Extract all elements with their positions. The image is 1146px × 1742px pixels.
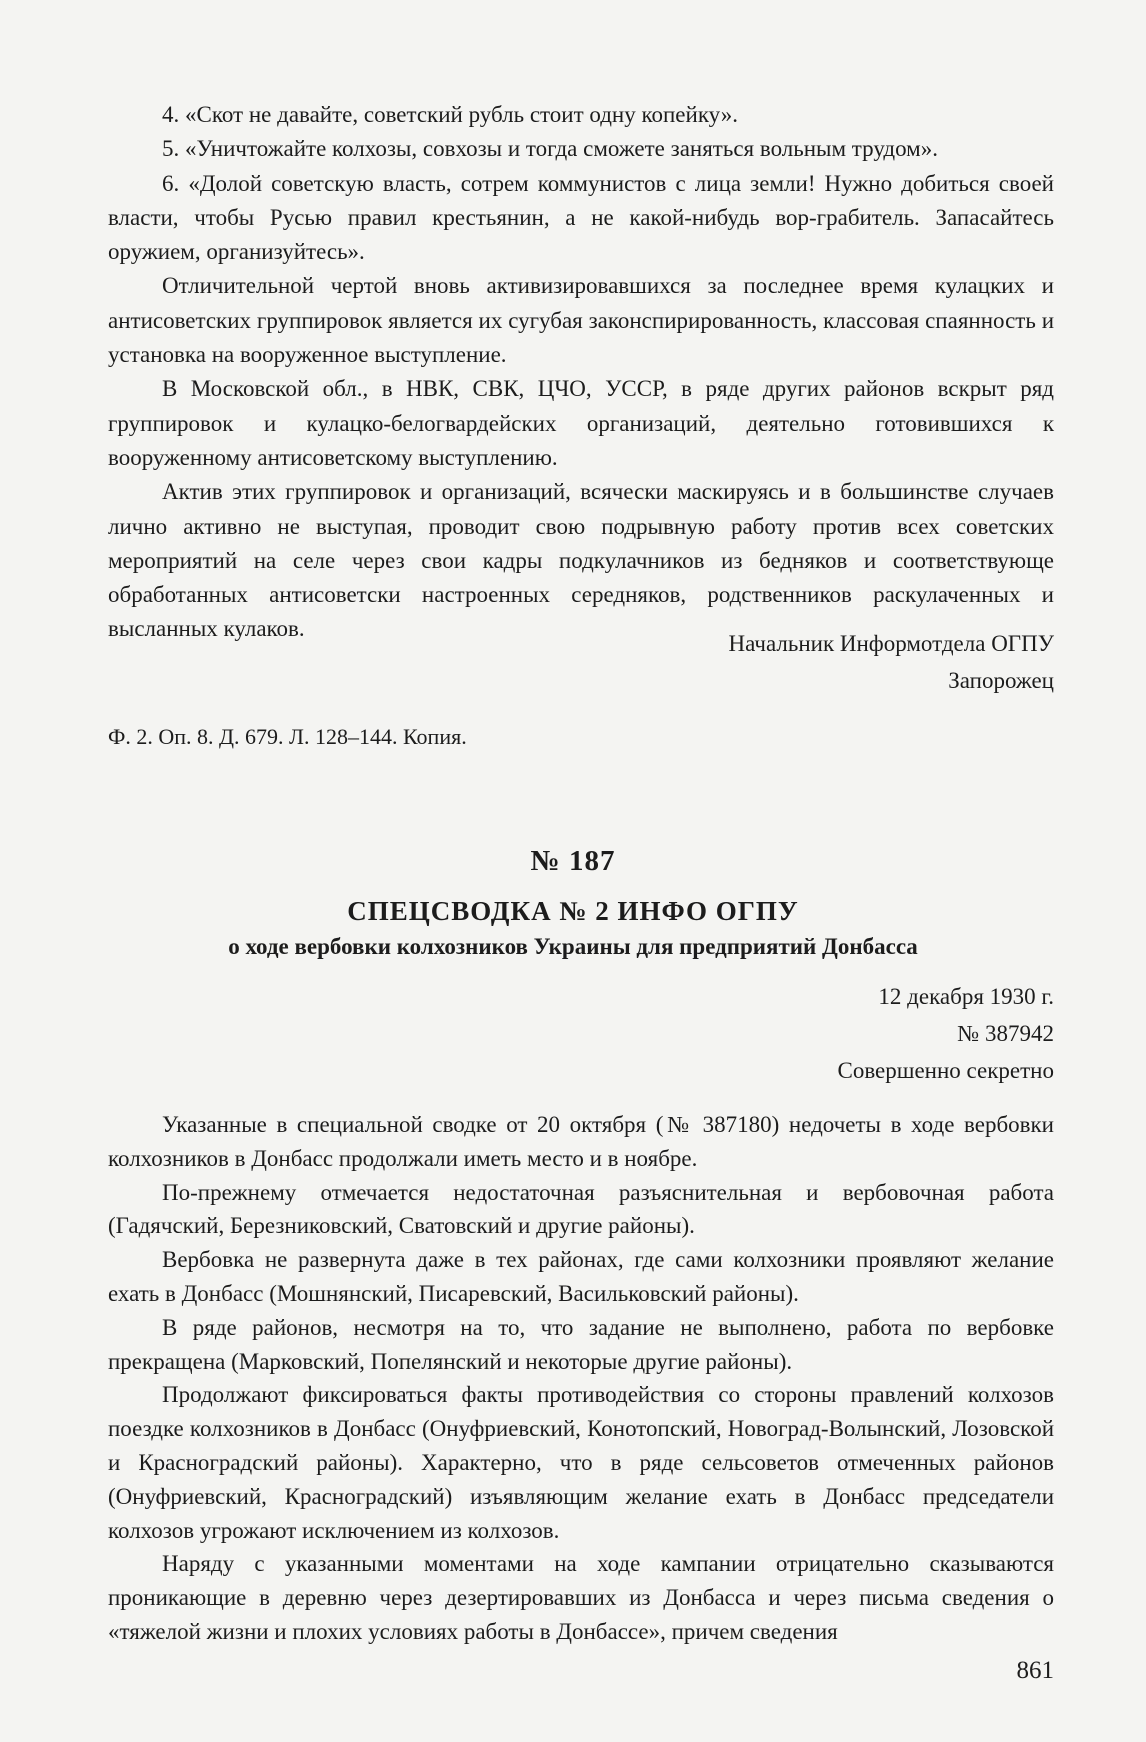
paragraph: В ряде районов, несмотря на то, что задание не выполнено, работа по вербовке прекращена (Марковский, Попелянский и некоторые другие районы).	[108, 1314, 1054, 1374]
document-number: № 187	[530, 845, 616, 877]
paragraph: Актив этих группировок и организаций, всячески маскируясь и в большинстве случаев лично активно не выступая, проводит свою подрывную работу против всех советских мероприятий на селе через свои кадры подкулачников из бедняков и соответствующе обработанных антисоветски настроенных середняков, родственников раскулаченных и высланных кулаков.	[108, 479, 1054, 642]
paragraph: 5. «Уничтожайте колхозы, совхозы и тогда сможете заняться вольным трудом».	[162, 136, 938, 162]
paragraph: Продолжают фиксироваться факты противодействия со стороны правлений колхозов поездке колхозников в Донбасс (Онуфриевский, Конотопский, Новоград-Волынский, Лозовской и Красноградский районы). Характерно, что в ряде сельсоветов отмеченных районов (Онуфриевский, Красноградский) изъявляющим желание ехать в Донбасс председатели колхозов угрожают исключением из колхозов.	[108, 1382, 1054, 1543]
paragraph: Указанные в специальной сводке от 20 октября (№ 387180) недочеты в ходе вербовки колхозников в Донбасс продолжали иметь место и в ноябре.	[108, 1112, 1054, 1171]
paragraph: 6. «Долой советскую власть, сотрем коммунистов с лица земли! Нужно добиться своей власти, чтобы Русью правил крестьянин, а не какой-нибудь вор-грабитель. Запасайтесь оружием, организуйтесь».	[108, 170, 1054, 265]
top-text-block	[108, 98, 1054, 647]
signature-name: Запорожец	[948, 668, 1054, 693]
document-date: 12 декабря 1930 г.	[878, 984, 1054, 1009]
paragraph: Отличительной чертой вновь активизировавшихся за последнее время кулацких и антисоветских группировок является их сугубая законспирированность, классовая спаянность и установка на вооруженное выступление.	[108, 273, 1054, 368]
body-text-block	[108, 1108, 1054, 1649]
signature-block	[108, 625, 1054, 699]
document-reg-number: № 387942	[957, 1021, 1054, 1046]
paragraph: Вербовка не развернута даже в тех районах, где сами колхозники проявляют желание ехать в Донбасс (Мошнянский, Писаревский, Васильковский районы).	[108, 1247, 1054, 1306]
document-subtitle: о ходе вербовки колхозников Украины для предприятий Донбасса	[228, 934, 918, 959]
document-meta	[108, 978, 1054, 1089]
paragraph: По-прежнему отмечается недостаточная разъяснительная и вербовочная работа (Гадячский, Березниковский, Сватовский и другие районы).	[108, 1179, 1054, 1239]
paragraph: Наряду с указанными моментами на ходе кампании отрицательно сказываются проникающие в деревню через дезертировавших из Донбасса и через письма сведения о «тяжелой жизни и плохих условиях работы в Донбассе», причем сведения	[108, 1551, 1054, 1644]
document-classification: Совершенно секретно	[837, 1058, 1054, 1083]
archive-source-reference: Ф. 2. Оп. 8. Д. 679. Л. 128–144. Копия.	[108, 724, 467, 749]
page-number: 861	[1016, 1657, 1054, 1684]
paragraph: 4. «Скот не давайте, советский рубль стоит одну копейку».	[162, 102, 738, 127]
paragraph: В Московской обл., в НВК, СВК, ЦЧО, УССР, в ряде других районов вскрыт ряд группировок и кулацко-белогвардейских организаций, деятельно готовившихся к вооруженному антисоветскому выступлению.	[108, 376, 1054, 470]
document-title: СПЕЦСВОДКА № 2 ИНФО ОГПУ	[347, 896, 799, 926]
signature-position: Начальник Информотдела ОГПУ	[728, 631, 1054, 656]
